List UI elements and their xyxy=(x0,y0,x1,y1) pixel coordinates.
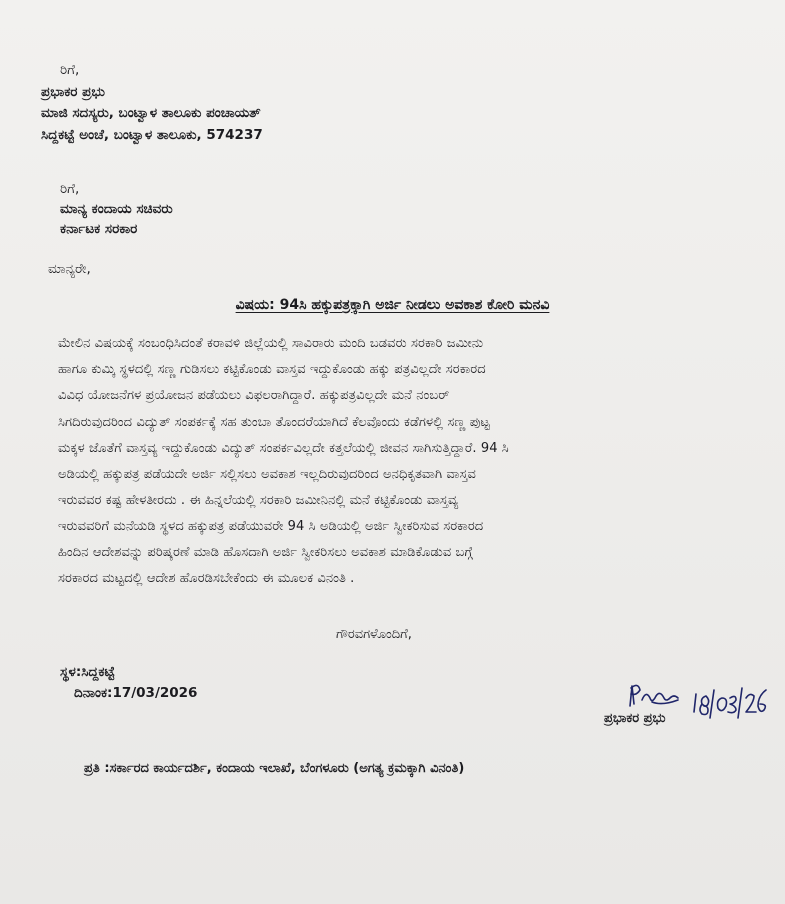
copy-to: ಪ್ರತಿ :ಸರ್ಕಾರದ ಕಾರ್ಯದರ್ಶಿ, ಕಂದಾಯ ಇಲಾಖೆ, ಬೆಂಗಳೂರು (ಅಗತ್ಯ ಕ್ರಮಕ್ಕಾಗಿ ವಿನಂತಿ) xyxy=(84,761,465,776)
body-line-7: ಇರುವವರ ಕಷ್ಟ ಹೇಳತೀರದು . ಈ ಹಿನ್ನಲೆಯಲ್ಲಿ ಸರಕಾರಿ ಜಮೀನಿನಲ್ಲಿ ಮನೆ ಕಟ್ಟಿಕೊಂಡು ವಾಸ್ತವ್ಯ xyxy=(58,493,459,508)
body-line-6: ಅಡಿಯಲ್ಲಿ ಹಕ್ಕುಪತ್ರ ಪಡೆಯದೇ ಅರ್ಜಿ ಸಲ್ಲಿಸಲು ಅವಕಾಶ ಇಲ್ಲದಿರುವುದರಿಂದ ಅನಧಿಕೃತವಾಗಿ ವಾಸ್ತವ xyxy=(58,467,477,482)
sender-name: ಪ್ರಭಾಕರ ಪ್ರಭು xyxy=(41,84,105,100)
body-line-9: ಹಿಂದಿನ ಆದೇಶವನ್ನು ಪರಿಷ್ಕರಣೆ ಮಾಡಿ ಹೊಸದಾಗಿ ಅರ್ಜಿ ಸ್ವೀಕರಿಸಲು ಅವಕಾಶ ಮಾಡಿಕೊಡುವ ಬಗ್ಗೆ xyxy=(58,545,473,560)
sender-address: ಸಿದ್ದಕಟ್ಟೆ ಅಂಚೆ, ಬಂಟ್ವಾಳ ತಾಲೂಕು, 574237 xyxy=(41,127,263,143)
subject-line xyxy=(0,296,785,314)
body-line-3: ವಿವಿಧ ಯೋಜನೆಗಳ ಪ್ರಯೋಜನ ಪಡೆಯಲು ವಿಫಲರಾಗಿದ್ದಾರೆ. ಹಕ್ಕುಪತ್ರವಿಲ್ಲದೇ ಮನೆ ನಂಬರ್ xyxy=(58,388,450,403)
closing: ಗೌರವಗಳೊಂದಿಗೆ, xyxy=(336,627,412,642)
recipient-title: ಮಾನ್ಯ ಕಂದಾಯ ಸಚಿವರು xyxy=(60,201,173,217)
body-line-2: ಹಾಗೂ ಕುಮ್ಕಿ ಸ್ಥಳದಲ್ಲಿ ಸಣ್ಣ ಗುಡಿಸಲು ಕಟ್ಟಿಕೊಂಡು ವಾಸ್ತವ ಇದ್ದುಕೊಂಡು ಹಕ್ಕು ಪತ್ರವಿಲ್ಲದೇ ಸರಕಾರದ xyxy=(58,362,486,377)
body-line-1: ಮೇಲಿನ ವಿಷಯಕ್ಕೆ ಸಂಬಂಧಿಸಿದಂತೆ ಕರಾವಳಿ ಜಿಲ್ಲೆಯಲ್ಲಿ ಸಾವಿರಾರು ಮಂದಿ ಬಡವರು ಸರಕಾರಿ ಜಮೀನು xyxy=(58,336,484,351)
sender-to-label: ರಿಗೆ, xyxy=(60,62,80,78)
place: ಸ್ಥಳ:ಸಿದ್ದಕಟ್ಟೆ xyxy=(60,664,115,680)
signatory-name: ಪ್ರಭಾಕರ ಪ್ರಭು xyxy=(604,711,666,726)
sender-designation: ಮಾಜಿ ಸದಸ್ಯರು, ಬಂಟ್ವಾಳ ತಾಲೂಕು ಪಂಚಾಯತ್ xyxy=(41,105,261,121)
body-line-8: ಇರುವವರಿಗೆ ಮನೆಯಡಿ ಸ್ಥಳದ ಹಕ್ಕುಪತ್ರ ಪಡೆಯುವರೇ 94 ಸಿ ಅಡಿಯಲ್ಲಿ ಅರ್ಜಿ ಸ್ವೀಕರಿಸುವ ಸರಕಾರದ xyxy=(58,519,484,534)
salutation: ಮಾನ್ಯರೇ, xyxy=(48,261,91,277)
body-line-5: ಮಕ್ಕಳ ಜೊತೆಗೆ ವಾಸ್ತವ್ಯ ಇದ್ದುಕೊಂಡು ವಿದ್ಯುತ್ ಸಂಪರ್ಕವಿಲ್ಲದೇ ಕತ್ತಲೆಯಲ್ಲಿ ಜೀವನ ಸಾಗಿಸುತ್ತಿದ್ದಾರೆ. 94 ಸಿ xyxy=(58,441,509,456)
subject-text: ವಿಷಯ: 94ಸಿ ಹಕ್ಕುಪತ್ರಕ್ಕಾಗಿ ಅರ್ಜಿ ನೀಡಲು ಅವಕಾಶ ಕೋರಿ ಮನವಿ xyxy=(235,297,550,313)
body-line-4: ಸಿಗದಿರುವುದರಿಂದ ವಿದ್ಯುತ್ ಸಂಪರ್ಕಕ್ಕೆ ಸಹ ತುಂಬಾ ತೊಂದರೆಯಾಗಿದೆ ಕೆಲವೊಂದು ಕಡೆಗಳಲ್ಲಿ ಸಣ್ಣ ಪುಟ್ಟ xyxy=(58,415,490,430)
date: ದಿನಾಂಕ:17/03/2026 xyxy=(74,685,198,701)
recipient-office: ಕರ್ನಾಟಕ ಸರಕಾರ xyxy=(60,221,138,237)
recipient-to-label: ರಿಗೆ, xyxy=(60,181,80,197)
body-line-10: ಸರಕಾರದ ಮಟ್ಟದಲ್ಲಿ ಆದೇಶ ಹೊರಡಿಸಬೇಕೆಂದು ಈ ಮೂಲಕ ವಿನಂತಿ . xyxy=(58,571,355,586)
